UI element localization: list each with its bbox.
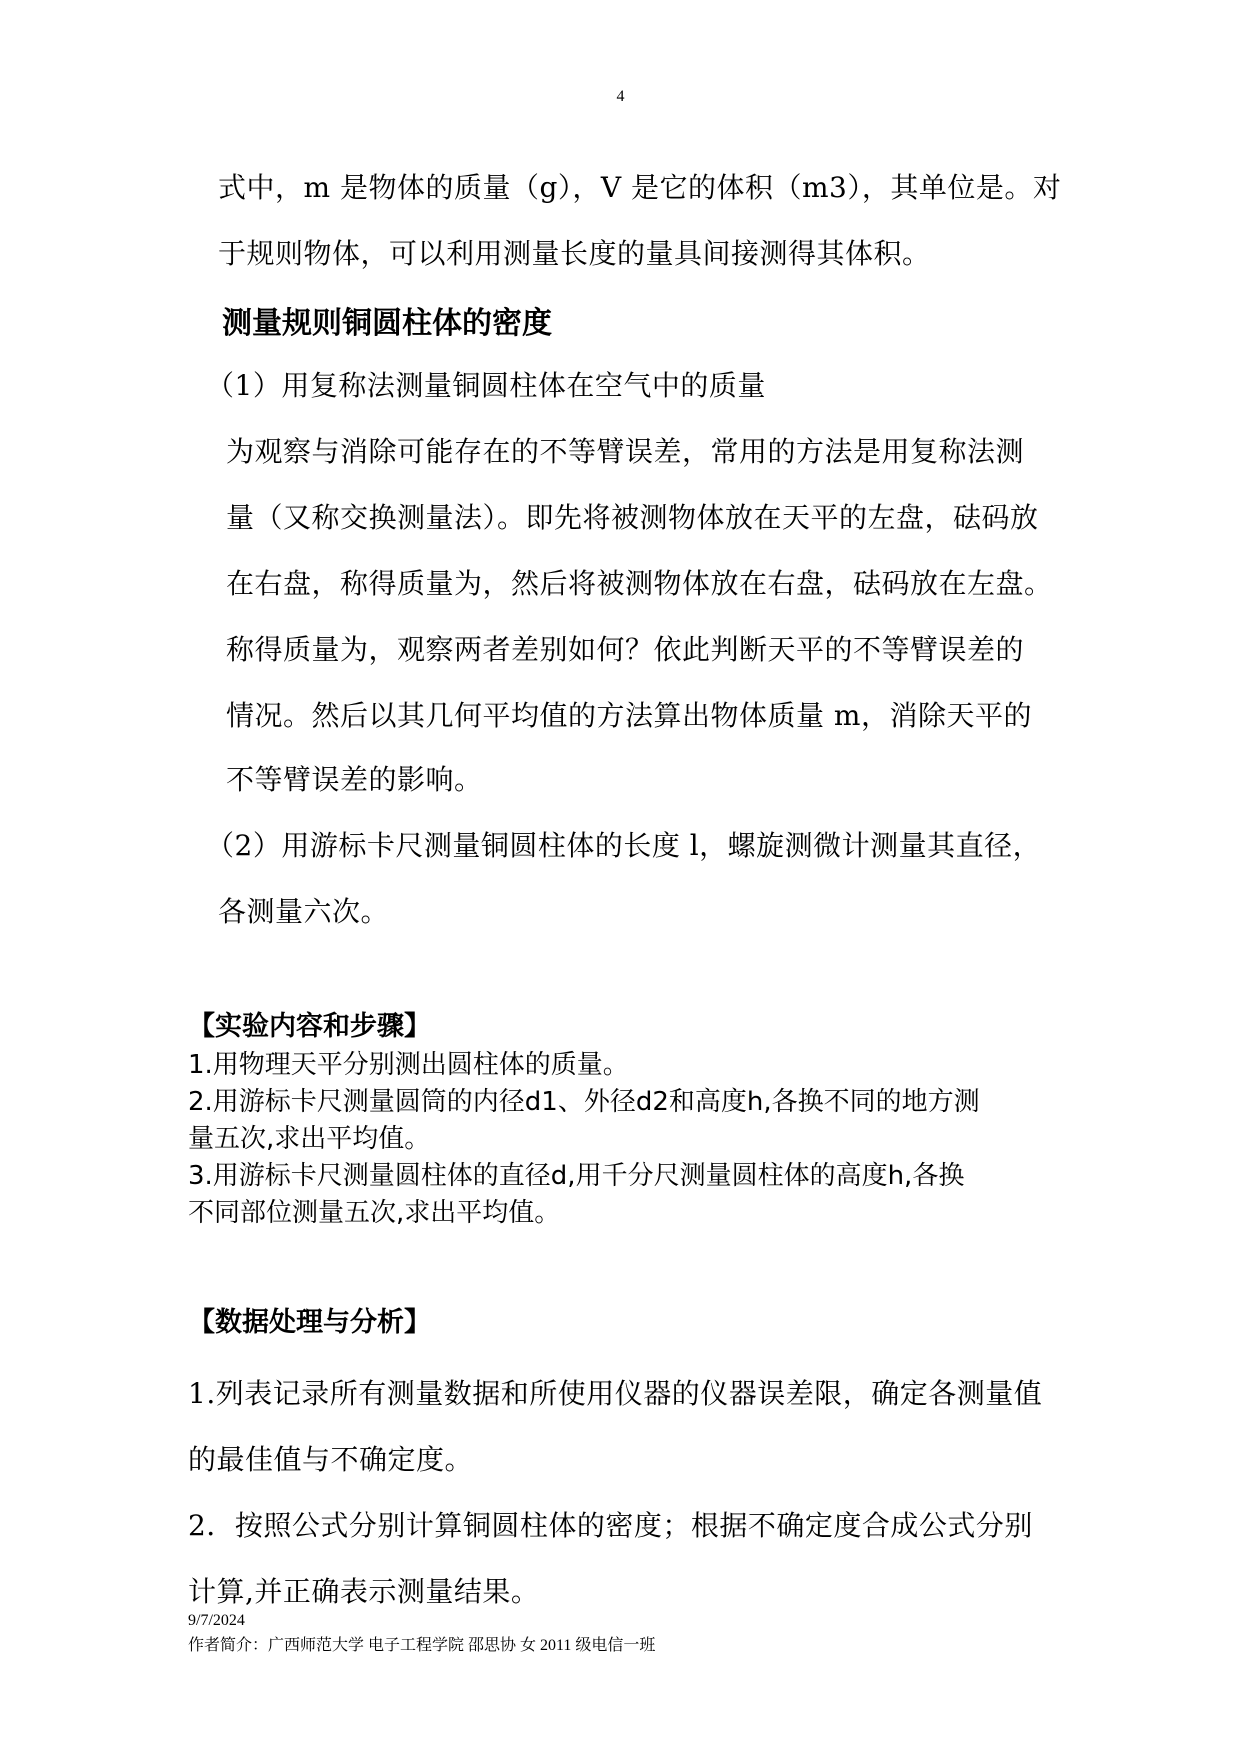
measure-heading: 测量规则铜圆柱体的密度 — [222, 306, 552, 341]
content-section-heading: 【实验内容和步骤】 — [188, 1011, 431, 1042]
item1-line-3: 在右盘，称得质量为，然后将被测物体放在右盘，砝码放在左盘。 — [226, 567, 1053, 600]
data-line-3: 2．按照公式分别计算铜圆柱体的密度；根据不确定度合成公式分别 — [188, 1509, 1033, 1542]
item1-line-2: 量（又称交换测量法）。即先将被测物体放在天平的左盘，砝码放 — [226, 501, 1039, 534]
intro-line-2: 于规则物体，可以利用测量长度的量具间接测得其体积。 — [218, 237, 931, 270]
item1-line-6: 不等臂误差的影响。 — [226, 763, 483, 796]
data-line-4: 计算,并正确表示测量结果。 — [188, 1575, 540, 1608]
step-line-4: 3.用游标卡尺测量圆柱体的直径d,用千分尺测量圆柱体的高度h,各换 — [188, 1161, 965, 1191]
data-line-2: 的最佳值与不确定度。 — [188, 1443, 474, 1476]
step-line-2: 2.用游标卡尺测量圆筒的内径d1、外径d2和高度h,各换不同的地方测 — [188, 1087, 980, 1117]
item1-title: （1）用复称法测量铜圆柱体在空气中的质量 — [206, 369, 766, 402]
intro-line-1: 式中，m 是物体的质量（g），V 是它的体积（m3），其单位是。对 — [218, 171, 1062, 204]
item1-line-5: 情况。然后以其几何平均值的方法算出物体质量 m，消除天平的 — [226, 699, 1032, 732]
item2-line-1: （2）用游标卡尺测量铜圆柱体的长度 l，螺旋测微计测量其直径， — [206, 829, 1042, 862]
item1-line-1: 为观察与消除可能存在的不等臂误差，常用的方法是用复称法测 — [226, 435, 1025, 468]
step-line-5: 不同部位测量五次,求出平均值。 — [188, 1198, 561, 1228]
step-line-1: 1.用物理天平分别测出圆柱体的质量。 — [188, 1050, 629, 1080]
step-line-3: 量五次,求出平均值。 — [188, 1124, 431, 1154]
footer-author: 作者简介：广西师范大学 电子工程学院 邵思协 女 2011 级电信一班 — [188, 1637, 656, 1654]
footer-date: 9/7/2024 — [188, 1612, 245, 1629]
item2-line-2: 各测量六次。 — [218, 895, 390, 928]
page-number: 4 — [616, 88, 625, 105]
data-line-1: 1.列表记录所有测量数据和所使用仪器的仪器误差限，确定各测量值 — [188, 1377, 1043, 1410]
data-section-heading: 【数据处理与分析】 — [188, 1307, 431, 1338]
item1-line-4: 称得质量为，观察两者差别如何？依此判断天平的不等臂误差的 — [226, 633, 1025, 666]
